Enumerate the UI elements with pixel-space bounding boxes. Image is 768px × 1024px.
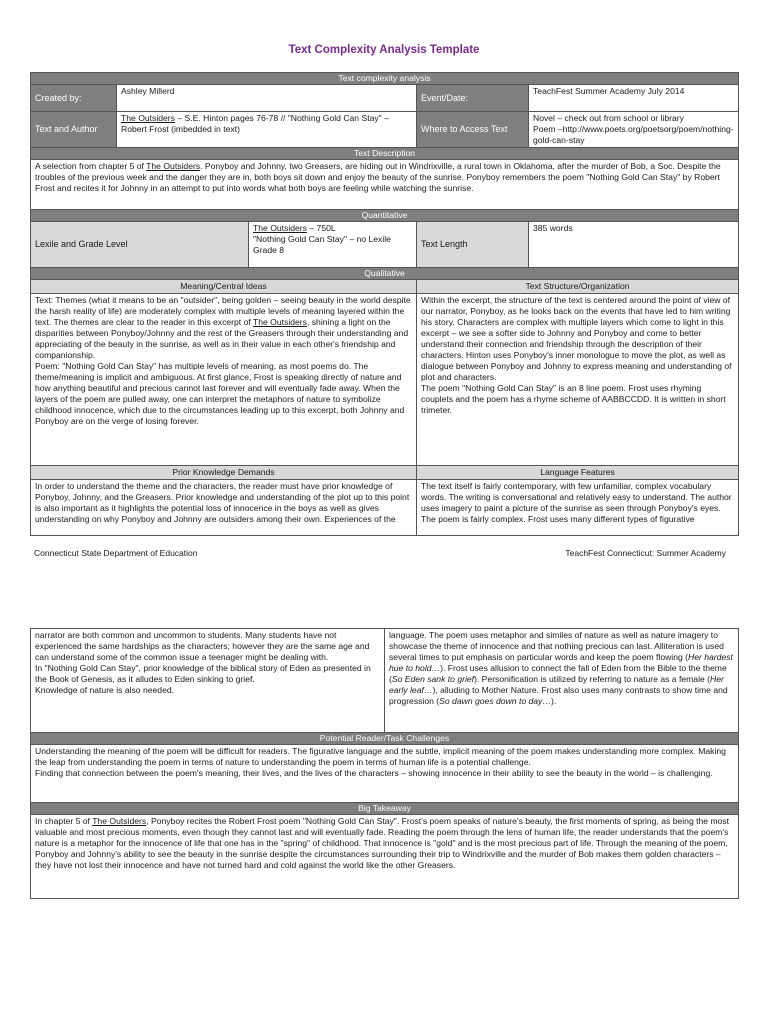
text-length-label: Text Length [417, 222, 529, 268]
lang-quote-4: So dawn goes down to day… [439, 696, 551, 706]
language-features-text-cont [385, 629, 739, 733]
meaning-header: Meaning/Central Ideas [31, 280, 417, 294]
meaning-title: The Outsiders [252, 317, 307, 327]
lang-e: ). [550, 696, 557, 706]
lexile-grade: Grade 8 [253, 245, 285, 255]
analysis-table-page1 [30, 72, 739, 536]
text-author-value [117, 112, 417, 148]
meaning-a: Text: Themes (what it means to be an "outsider", being golden – seeing beauty in the world despite the harsh reality of life) are moderately complex with multiple levels of meaning layered within the text. The themes are clear to the reader in this excerpt of [35, 295, 411, 327]
lexile-label: Lexile and Grade Level [31, 222, 249, 268]
description-post: . Ponyboy and Johnny, two Greasers, are hiding out in Windrixville, a rural town in Oklahoma, after the murder of Bob, a Soc. Despite the troubles of the previous week and the danger they are in, both boys sit down and enjoy the beauty of the sunrise. Ponyboy remembers the poem "Nothing Gold Can Stay" by Robert Frost and recites it for Johnny in an attempt to put into words what both boys are feeling while watching the sunrise. [35, 161, 721, 193]
page-title: Text Complexity Analysis Template [288, 44, 480, 56]
lang-a: language. The poem uses metaphor and similes of nature as well as nature imagery to showcase the theme of innocence and that nothing precious can last. Alliteration is used several times to put emphasis on particular words and keep the poem flowing ( [389, 630, 724, 662]
text-length-value: 385 words [529, 222, 739, 268]
section-header-description: Text Description [31, 148, 739, 160]
text-description [31, 160, 739, 210]
lexile-poem: "Nothing Gold Can Stay" – no Lexile [253, 234, 391, 244]
created-by-value: Ashley Millerd [117, 85, 417, 112]
text-author-label: Text and Author [31, 112, 117, 148]
event-date-label: Event/Date: [417, 85, 529, 112]
lang-quote-3: Her early leaf… [389, 674, 724, 695]
created-by-label: Created by: [31, 85, 117, 112]
prior-knowledge-text: In order to understand the theme and the characters, the reader must have prior knowledge of Ponyboy, Johnny, and the Greasers. Prior knowledge and understanding of the plot up to this point is also important as it highlights the potential loss of innocence in the boys as well as gives understanding on why Ponyboy and Johnny are outsiders among their own. Experiences of the [31, 480, 417, 536]
event-date-value: TeachFest Summer Academy July 2014 [529, 85, 739, 112]
takeaway-title: The Outsiders [92, 816, 147, 826]
novel-title: The Outsiders [121, 113, 175, 123]
lang-d: ), alluding to Mother Nature. Frost also uses many contrasts to show time and progression ( [389, 685, 728, 706]
where-to-access-label: Where to Access Text [417, 112, 529, 148]
lexile-title-rest: – 750L [306, 223, 336, 233]
takeaway-text [31, 815, 739, 899]
lexile-value [249, 222, 417, 268]
section-header-quantitative: Quantitative [31, 210, 739, 222]
lang-quote-1: Her hardest hue to hold… [389, 652, 733, 673]
footer-right: TeachFest Connecticut: Summer Academy [565, 548, 726, 558]
language-features-header: Language Features [417, 466, 739, 480]
text-author-rest: – S.E. Hinton pages 76-78 // "Nothing Gold Can Stay" – Robert Frost (imbedded in text) [121, 113, 389, 134]
prior-knowledge-header: Prior Knowledge Demands [31, 466, 417, 480]
section-header-qualitative: Qualitative [31, 268, 739, 280]
analysis-table-page2 [30, 628, 739, 899]
lexile-title: The Outsiders [253, 223, 307, 233]
lang-b: ). Frost uses allusion to connect the fall of Eden from the Bible to the theme ( [389, 663, 727, 684]
where-to-access-value: Novel – check out from school or library Poem –http://www.poets.org/poetsorg/poem/nothing-gold-can-stay [529, 112, 739, 148]
structure-header: Text Structure/Organization [417, 280, 739, 294]
lang-quote-2: So Eden sank to grief [391, 674, 475, 684]
meaning-text [31, 294, 417, 466]
description-pre: A selection from chapter 5 of [35, 161, 147, 171]
prior-knowledge-text-cont: narrator are both common and uncommon to students. Many students have not experienced the same hardships as the characters; however they are the same age and can understand some of the common issue a teenager might be dealing with. In "Nothing Gold Can Stay", prior knowledge of the biblical story of Eden as presented in the Book of Genesis, as it alludes to Eden sinking to grief. Knowledge of nature is also needed. [31, 629, 385, 733]
section-header-challenges: Potential Reader/Task Challenges [31, 733, 739, 745]
section-header-takeaway: Big Takeaway [31, 803, 739, 815]
lang-c: ). Personification is utilized by referring to nature as a female ( [474, 674, 711, 684]
description-title: The Outsiders [146, 161, 201, 171]
language-features-text: The text itself is fairly contemporary, with few unfamiliar, complex vocabulary words. The writing is conversational and relatively easy to understand. The author uses imagery to paint a picture of the sunrise as seen through Ponyboy's eyes. The poem is fairly complex. Frost uses many different types of figurative [417, 480, 739, 536]
footer-left: Connecticut State Department of Education [34, 548, 198, 558]
takeaway-pre: In chapter 5 of [35, 816, 93, 826]
section-header-analysis: Text complexity analysis [31, 73, 739, 85]
takeaway-post: , Ponyboy recites the Robert Frost poem "Nothing Gold Can Stay". Frost's poem speaks of nature's beauty, the first moments of spring, as being the most valuable and most precious moments, even though they cannot last and will eventually fade. Reading the poem through the lens of human life, the reader understands that the poem's nature is a metaphor for the innocence of life that one has in the "spring" of childhood. That innocence is "gold" and is the most precious part of life. Through the meaning of the poem, Ponyboy and Johnny's ability to see the beauty in the sunrise despite the circumstances surrounding their trip to Windrixville and the murder of Bob makes them golden characters – they have not lost their innocence and have not turned hard and cold against the world like the other Greasers. [35, 816, 730, 870]
challenges-text: Understanding the meaning of the poem will be difficult for readers. The figurative language and the subtle, implicit meaning of the poem makes understanding more complex. Making the leap from understanding the poem in terms of nature to understanding the poem in terms of human life is a potential challenge. Finding that connection between the poem's meaning, their lives, and the lives of the characters – showing innocence in their ability to see the beauty in the world – is challenging. [31, 745, 739, 803]
structure-text: Within the excerpt, the structure of the text is centered around the point of view of our narrator, Ponyboy, as he looks back on the events that have led to him writing his story. Characters are complex with multiple layers which come to light in this excerpt – we see a softer side to Johnny and Ponyboy and come to better understand their connection and friendship through the description of their characters. Hinton uses Ponyboy's inner monologue to move the plot, as well as dialogue between Ponyboy and Johnny to express meaning and understanding of plot and characters. The poem "Nothing Gold Can Stay" is an 8 line poem. Frost uses rhyming couplets and the poem has a rhyme scheme of AABBCCDD. It is written in short trimeter. [417, 294, 739, 466]
meaning-b: , shining a light on the disparities between Ponyboy/Johnny and the rest of the Greasers through their understanding and appreciating of the beauty in the sunrise, as well as in their value in each other's friendship and companionship. Poem: "Nothing Gold Can Stay" has multiple levels of meaning, as most poems do. The theme/meaning is implicit and ambiguous. At first glance, Frost is speaking directly of nature and how anything beautiful and precious cannot last forever and will eventually fade away. When the layers of the poem are pulled away, one can interpret the metaphors of nature to symbolize childhood innocence, which due to the circumstances leading up to this excerpt, both Johnny and Ponyboy are on the verge of losing forever. [35, 317, 409, 426]
